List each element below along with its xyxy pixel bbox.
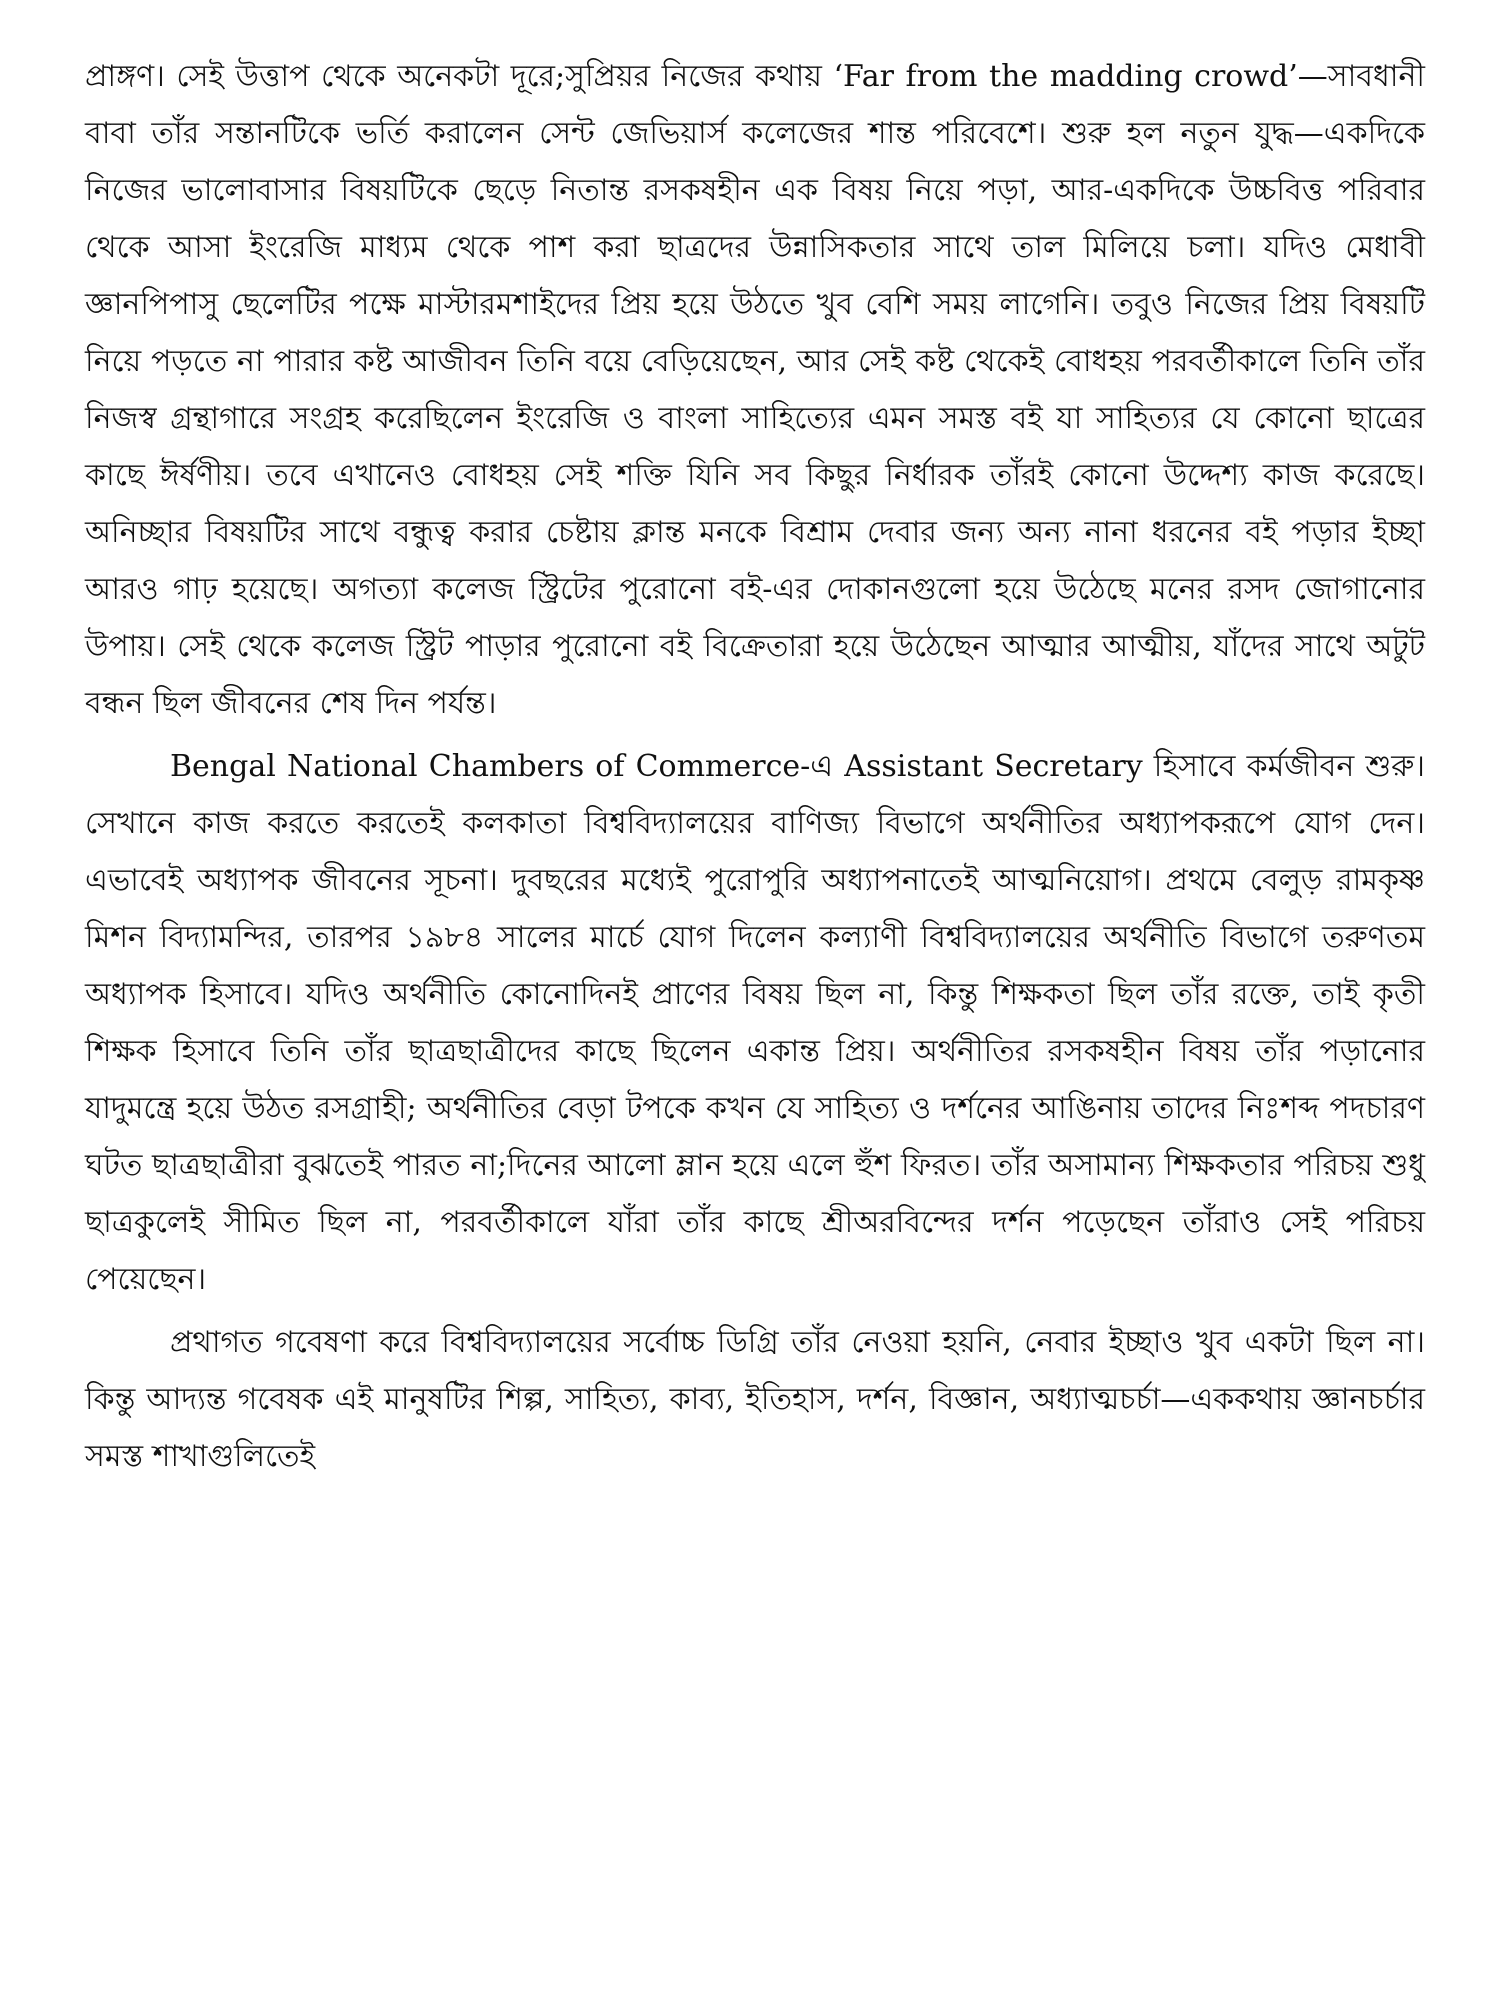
- paragraph-research: প্রথাগত গবেষণা করে বিশ্ববিদ্যালয়ের সর্বোচ্চ ডিগ্রি তাঁর নেওয়া হয়নি, নেবার ইচ্ছাও খুব একটা ছিল না। কিন্তু আদ্যন্ত গবেষক এই মানুষটির শিল্প, সাহিত্য, কাব্য, ইতিহাস, দর্শন, বিজ্ঞান, অধ্যাত্মচর্চা—এককথায় জ্ঞানচর্চার সমস্ত শাখাগুলিতেই: [85, 1325, 1425, 1474]
- paragraph-career: Bengal National Chambers of Commerce-এ Assistant Secretary হিসাবে কর্মজীবন শুরু। সেখানে কাজ করতে করতেই কলকাতা বিশ্ববিদ্যালয়ের বাণিজ্য বিভাগে অর্থনীতির অধ্যাপকরূপে যোগ দেন। এভাবেই অধ্যাপক জীবনের সূচনা। দুবছরের মধ্যেই পুরোপুরি অধ্যাপনাতেই আত্মনিয়োগ। প্রথমে বেলুড় রামকৃষ্ণ মিশন বিদ্যামন্দির, তারপর ১৯৮৪ সালের মার্চে যোগ দিলেন কল্যাণী বিশ্ববিদ্যালয়ের অর্থনীতি বিভাগে তরুণতম অধ্যাপক হিসাবে। যদিও অর্থনীতি কোনোদিনই প্রাণের বিষয় ছিল না, কিন্তু শিক্ষকতা ছিল তাঁর রক্তে, তাই কৃতী শিক্ষক হিসাবে তিনি তাঁর ছাত্রছাত্রীদের কাছে ছিলেন একান্ত প্রিয়। অর্থনীতির রসকষহীন বিষয় তাঁর পড়ানোর যাদুমন্ত্রে হয়ে উঠত রসগ্রাহী; অর্থনীতির বেড়া টপকে কখন যে সাহিত্য ও দর্শনের আঙিনায় তাদের নিঃশব্দ পদচারণ ঘটত ছাত্রছাত্রীরা বুঝতেই পারত না;দিনের আলো ম্লান হয়ে এলে হুঁশ ফিরত। তাঁর অসামান্য শিক্ষকতার পরিচয় শুধু ছাত্রকুলেই সীমিত ছিল না, পরবর্তীকালে যাঁরা তাঁর কাছে শ্রীঅরবিন্দের দর্শন পড়েছেন তাঁরাও সেই পরিচয় পেয়েছেন।: [85, 749, 1425, 1297]
- paragraph-college-life: প্রাঙ্গণ। সেই উত্তাপ থেকে অনেকটা দূরে;সুপ্রিয়র নিজের কথায় ‘Far from the madding crowd’—সাবধানী বাবা তাঁর সন্তানটিকে ভর্তি করালেন সেন্ট জেভিয়ার্স কলেজের শান্ত পরিবেশে। শুরু হল নতুন যুদ্ধ—একদিকে নিজের ভালোবাসার বিষয়টিকে ছেড়ে নিতান্ত রসকষহীন এক বিষয় নিয়ে পড়া, আর-একদিকে উচ্চবিত্ত পরিবার থেকে আসা ইংরেজি মাধ্যম থেকে পাশ করা ছাত্রদের উন্নাসিকতার সাথে তাল মিলিয়ে চলা। যদিও মেধাবী জ্ঞানপিপাসু ছেলেটির পক্ষে মাস্টারমশাইদের প্রিয় হয়ে উঠতে খুব বেশি সময় লাগেনি। তবুও নিজের প্রিয় বিষয়টি নিয়ে পড়তে না পারার কষ্ট আজীবন তিনি বয়ে বেড়িয়েছেন, আর সেই কষ্ট থেকেই বোধহয় পরবর্তীকালে তিনি তাঁর নিজস্ব গ্রন্থাগারে সংগ্রহ করেছিলেন ইংরেজি ও বাংলা সাহিত্যের এমন সমস্ত বই যা সাহিত্যর যে কোনো ছাত্রের কাছে ঈর্ষণীয়। তবে এখানেও বোধহয় সেই শক্তি যিনি সব কিছুর নির্ধারক তাঁরই কোনো উদ্দেশ্য কাজ করেছে। অনিচ্ছার বিষয়টির সাথে বন্ধুত্ব করার চেষ্টায় ক্লান্ত মনকে বিশ্রাম দেবার জন্য অন্য নানা ধরনের বই পড়ার ইচ্ছা আরও গাঢ় হয়েছে। অগত্যা কলেজ স্ট্রিটের পুরোনো বই-এর দোকানগুলো হয়ে উঠেছে মনের রসদ জোগানোর উপায়। সেই থেকে কলেজ স্ট্রিট পাড়ার পুরোনো বই বিক্রেতারা হয়ে উঠেছেন আত্মার আত্মীয়, যাঁদের সাথে অটুট বন্ধন ছিল জীবনের শেষ দিন পর্যন্ত।: [85, 59, 1425, 721]
- document-page: [85, 48, 1425, 1491]
